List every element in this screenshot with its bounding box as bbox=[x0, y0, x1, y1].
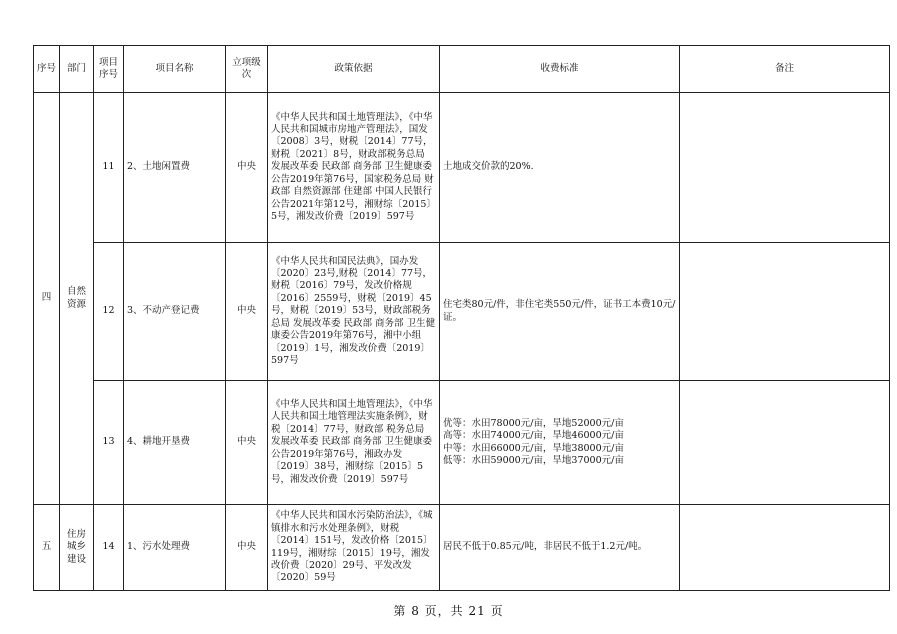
item-level: 中央 bbox=[226, 93, 268, 243]
header-item-name: 项目名称 bbox=[124, 46, 226, 93]
remarks-cell bbox=[680, 93, 890, 243]
group-dept: 自然资源 bbox=[60, 93, 94, 505]
remarks-cell bbox=[680, 243, 890, 381]
item-no: 13 bbox=[94, 381, 124, 505]
policy-basis: 《中华人民共和国土地管理法》，《中华人民共和国土地管理法实施条例》，财税〔2014〕77号，财政部 税务总局 发展改革委 民政部 商务部 卫生健康委公告2019年第76号，湘政办发〔2019〕38号，湘财综〔2015〕5号，湘发改价费〔2019〕597号 bbox=[268, 381, 440, 505]
header-standard: 收费标准 bbox=[440, 46, 680, 93]
page-number: 第 8 页，共 21 页 bbox=[393, 604, 504, 618]
fee-standard: 住宅类80元/件，非住宅类550元/件，证书工本费10元/证。 bbox=[440, 243, 680, 381]
item-name: 3、不动产登记费 bbox=[124, 243, 226, 381]
fee-table bbox=[33, 45, 890, 591]
table-row bbox=[34, 93, 890, 243]
header-item-no: 项目序号 bbox=[94, 46, 124, 93]
item-no: 12 bbox=[94, 243, 124, 381]
remarks-cell bbox=[680, 505, 890, 591]
item-no: 11 bbox=[94, 93, 124, 243]
group-dept: 住房城乡建设 bbox=[60, 505, 94, 591]
item-name: 4、耕地开垦费 bbox=[124, 381, 226, 505]
policy-basis: 《中华人民共和国民法典》，国办发〔2020〕23号,财税〔2014〕77号，财税〔2016〕79号，发改价格规〔2016〕2559号，财税〔2019〕45号，财税〔2019〕53号，财政部税务总局 发展改革委 民政部 商务部 卫生健康委公告2019年第76号，湘中小组〔2019〕1号，湘发改价费〔2019〕597号 bbox=[268, 243, 440, 381]
fee-standard: 优等：水田78000元/亩，旱地52000元/亩 高等：水田74000元/亩，旱地46000元/亩 中等：水田66000元/亩，旱地38000元/亩 低等：水田59000元/亩，旱地37000元/亩 bbox=[440, 381, 680, 505]
item-level: 中央 bbox=[226, 505, 268, 591]
item-level: 中央 bbox=[226, 381, 268, 505]
fee-standard: 居民不低于0.85元/吨，非居民不低于1.2元/吨。 bbox=[440, 505, 680, 591]
header-row bbox=[34, 46, 890, 93]
item-level: 中央 bbox=[226, 243, 268, 381]
table-row bbox=[34, 505, 890, 591]
group-seq: 四 bbox=[34, 93, 60, 505]
item-name: 1、污水处理费 bbox=[124, 505, 226, 591]
header-level: 立项级次 bbox=[226, 46, 268, 93]
group-seq: 五 bbox=[34, 505, 60, 591]
item-name: 2、土地闲置费 bbox=[124, 93, 226, 243]
table-row bbox=[34, 381, 890, 505]
policy-basis: 《中华人民共和国土地管理法》，《中华人民共和国城市房地产管理法》，国发〔2008〕3号，财税〔2014〕77号，财税〔2021〕8号，财政部税务总局 发展改革委 民政部 商务部 卫生健康委公告2019年第76号，国家税务总局 财政部 自然资源部 住建部 中国人民银行公告2021年第12号，湘财综〔2015〕5号，湘发改价费〔2019〕597号 bbox=[268, 93, 440, 243]
remarks-cell bbox=[680, 381, 890, 505]
header-remarks: 备注 bbox=[680, 46, 890, 93]
fee-standard: 土地成交价款的20%. bbox=[440, 93, 680, 243]
header-policy: 政策依据 bbox=[268, 46, 440, 93]
item-no: 14 bbox=[94, 505, 124, 591]
table-row bbox=[34, 243, 890, 381]
header-dept: 部门 bbox=[60, 46, 94, 93]
policy-basis: 《中华人民共和国水污染防治法》，《城镇排水和污水处理条例》，财税〔2014〕151号，发改价格〔2015〕119号，湘财综〔2015〕19号，湘发改价费〔2020〕29号、平发改发〔2020〕59号 bbox=[268, 505, 440, 591]
header-seq: 序号 bbox=[34, 46, 60, 93]
